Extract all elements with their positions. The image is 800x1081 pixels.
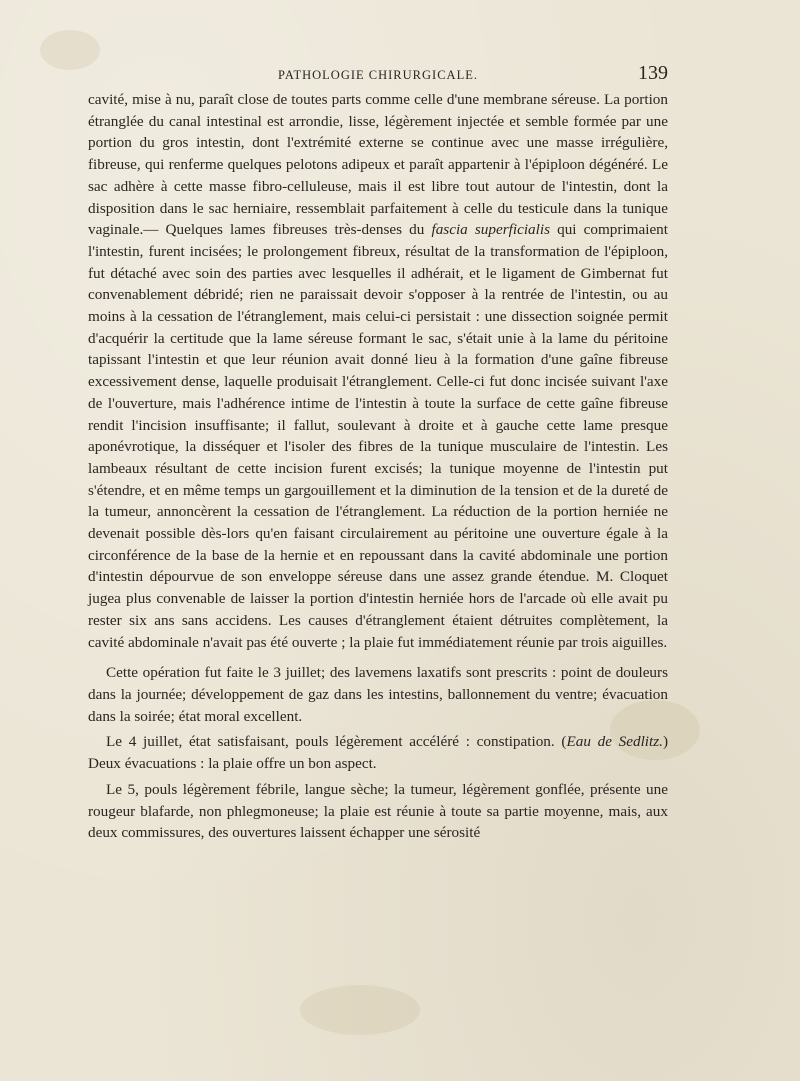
text-run: Le 4 juillet, état satisfaisant, pouls légèrement accéléré : constipation. (	[106, 733, 567, 751]
paragraph	[88, 731, 668, 774]
page-number: 139	[638, 62, 668, 84]
paragraph: Cette opération fut faite le 3 juillet; des lavemens laxatifs sont prescrits : point de douleurs dans la journée; développement de gaz dans les intestins, ballonnement du ventre; évacuation dans la soirée; état moral excellent.	[88, 664, 668, 725]
text-run: cavité, mise à nu, paraît close de toutes parts comme celle d'une membrane séreuse. La portion étranglée du canal intestinal est arrondie, lisse, légèrement injectée et semble formée par une portion du gros intestin, dont l'extrémité externe se continue avec une masse irrégulière, fibreuse, qui renferme quelques pelotons adipeux et paraît appartenir à l'épiploon dégénéré. Le sac adhère à cette masse fibro-celluleuse, mais il est libre tout autour de l'intestin, dont la disposition dans le sac herniaire, ressemblait parfaitement à celle du testicule dans la tunique vaginale.— Quelques lames fibreuses très-denses du	[88, 91, 668, 239]
page-header	[88, 62, 668, 88]
running-title: PATHOLOGIE CHIRURGICALE.	[278, 68, 478, 82]
paragraph: Le 5, pouls légèrement fébrile, langue sèche; la tumeur, légèrement gonflée, présente une rougeur blafarde, non phlegmoneuse; la plaie est réunie à toute sa partie moyenne, mais, aux deux commissures, des ouvertures laissent échapper une sérosité	[88, 780, 668, 842]
paper-stain	[300, 985, 420, 1035]
italic-term: fascia superficialis	[431, 221, 550, 239]
text-run: qui comprimaient l'intestin, furent incisées; le prolongement fibreux, résultat de la transformation de l'épiploon, fut détaché avec soin des parties avec lesquelles il adhérait, et le ligament de Gimbernat fut convenablement débridé; rien ne paraissait devoir s'opposer à la rentrée de l'intestin, ou au moins à la cessation de l'étranglement, mais celui-ci persistait : une dissection soignée permit d'acquérir la certitude que la lame séreuse formant le sac, s'était unie à la lame du péritoine tapissant l'intestin et que leur réunion avait donné lieu à la formation d'une gaîne fibreuse excessivement dense, laquelle produisait l'étranglement. Celle-ci fut donc incisée suivant l'axe de l'ouverture, mais l'adhérence intime de l'intestin à toute la surface de cette gaîne fibreuse rendit l'incision insuffisante; il fallut, soulevant à droite et à gauche cette lame presque aponévrotique, la disséquer et l'isoler des fibres de la tunique musculaire de l'intestin. Les lambeaux résultant de cette incision furent excisés; la tunique moyenne de l'intestin put s'étendre, et en même temps un gargouillement et la diminution de la tension et de la dureté de la tumeur, annoncèrent la cessation de l'étranglement. La réduction de la portion herniée ne devenait possible dès-lors qu'en faisant circulairement au péritoine une ouverture égale à la circonférence de la base de la hernie et en repoussant dans la cavité abdominale une portion d'intestin dépourvue de son enveloppe séreuse dans une assez grande étendue. M. Cloquet jugea plus convenable de laisser la portion d'intestin herniée hors de l'arcade où elle avait pu rester six ans sans accidens. Les causes d'étranglement étaient détruites complètement, la cavité abdominale n'avait pas été ouverte ; la plaie fut immédiatement réunie par trois aiguilles.	[88, 221, 668, 651]
paragraph	[88, 89, 668, 653]
text-run: ) Deux évacuations : la plaie offre un bon aspect.	[88, 733, 669, 773]
body-text	[88, 89, 668, 844]
italic-term: Eau de Sedlitz.	[566, 733, 663, 751]
